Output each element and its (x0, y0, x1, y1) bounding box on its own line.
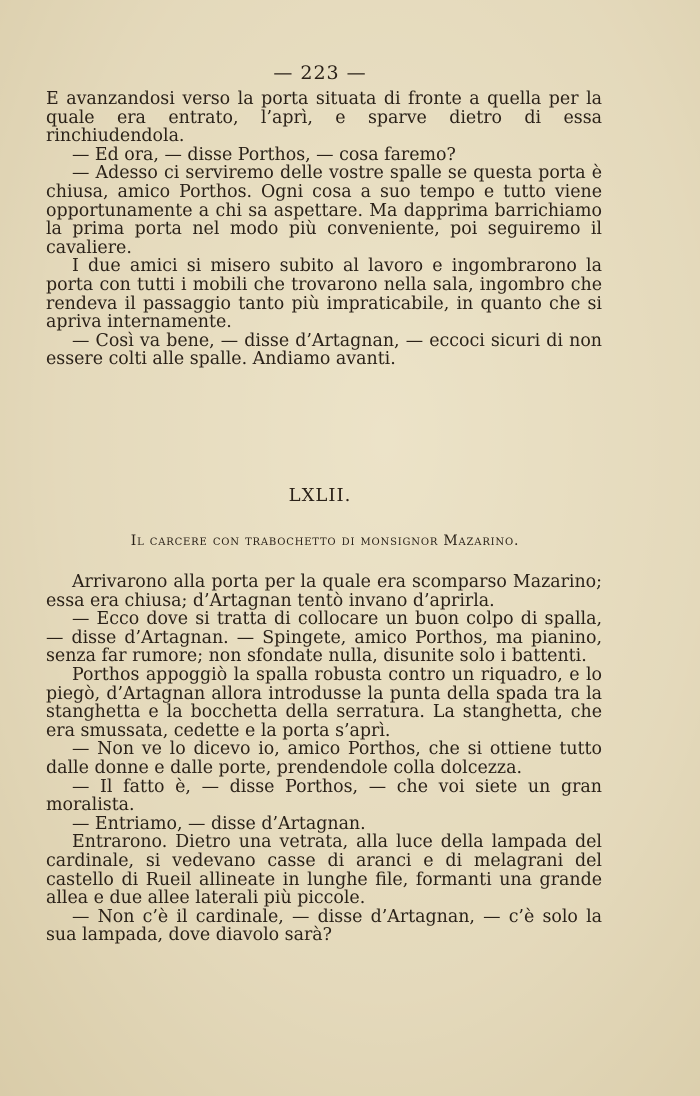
paragraph: — Non ve lo dicevo io, amico Porthos, che si ottiene tutto dalle donne e dalle porte, prendendole colla dolcezza. (46, 739, 602, 778)
page-number: — 223 — (273, 62, 367, 84)
paragraph: E avanzandosi verso la porta situata di fronte a quella per la quale era entrato, l’aprì, e sparve dietro di essa rinchiudendola. (46, 89, 602, 147)
chapter-title: Il carcere con trabochetto di monsignor Mazarino. (130, 533, 520, 549)
text-block-before-chapter (46, 90, 602, 369)
paragraph: — Così va bene, — disse d’Artagnan, — eccoci sicuri di non essere colti alle spalle. Andiamo avanti. (46, 330, 602, 370)
paragraph: Entrarono. Dietro una vetrata, alla luce della lampada del cardinale, si vedevano casse di aranci e di melagrani del castello di Rueil allineate in lunghe file, formanti una grande allea e due allee laterali più piccole. (46, 832, 602, 909)
paragraph: — Ed ora, — disse Porthos, — cosa faremo? (72, 144, 456, 165)
paragraph: — Non c’è il cardinale, — disse d’Artagnan, — c’è solo la sua lampada, dove diavolo sarà? (46, 906, 602, 946)
paragraph: — Entriamo, — disse d’Artagnan. (72, 813, 366, 834)
paragraph: — Adesso ci serviremo delle vostre spalle se questa porta è chiusa, amico Porthos. Ogni cosa a suo tempo e tutto viene opportunamente a chi sa aspettare. Ma dapprima barrichiamo la prima porta nel modo più conveniente, poi seguiremo il cavaliere. (46, 163, 602, 258)
paragraph: Arrivarono alla porta per la quale era scomparso Mazarino; essa era chiusa; d’Artagnan tentò invano d’aprirla. (46, 572, 602, 611)
text-block-chapter-body (46, 573, 602, 945)
paragraph: I due amici si misero subito al lavoro e ingombrarono la porta con tutti i mobili che trovarono nella sala, ingombro che rendeva il passaggio tanto più impraticabile, in quanto che si apriva internamente. (46, 256, 602, 333)
paragraph: — Ecco dove si tratta di collocare un buon colpo di spalla, — disse d’Artagnan. — Spingete, amico Porthos, ma pianino, senza far rumore; non sfondate nulla, disunite solo i battenti. (46, 609, 602, 667)
chapter-number: LXLII. (288, 485, 352, 506)
paragraph: — Il fatto è, — disse Porthos, — che voi siete un gran moralista. (46, 776, 602, 816)
paragraph: Porthos appoggiò la spalla robusta contro un riquadro, e lo piegò, d’Artagnan allora introdusse la punta della spada tra la stanghetta e la bocchetta della serratura. La stanghetta, che era smussata, cedette e la porta s’aprì. (46, 664, 602, 741)
